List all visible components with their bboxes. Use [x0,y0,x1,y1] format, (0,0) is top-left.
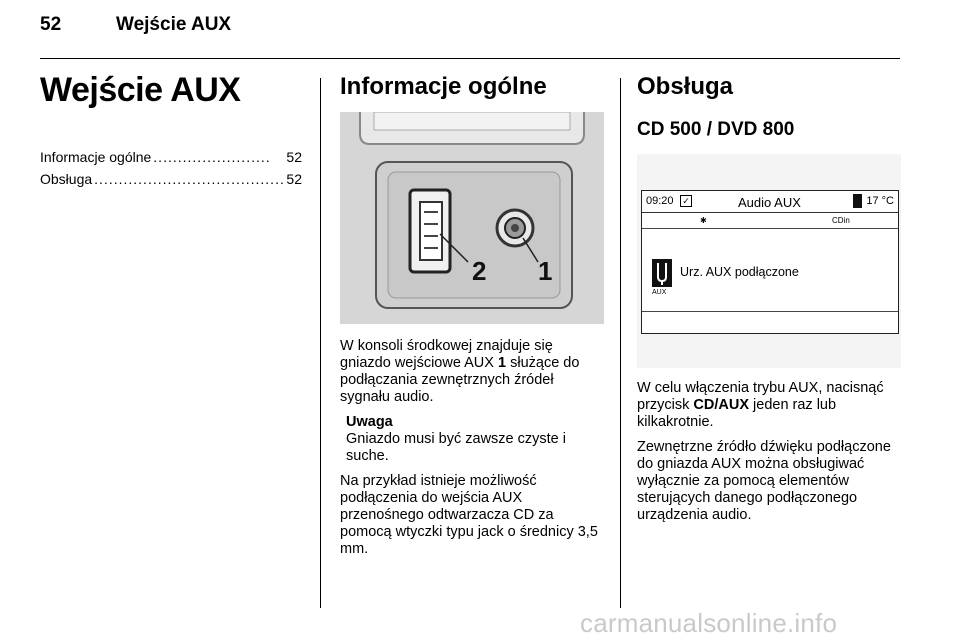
phone-icon [853,194,862,208]
section-title-general: Informacje ogólne [340,73,547,100]
aux-socket-photo [340,112,604,324]
text-run: służące do podłączania zewnętrznych źródeł sygnału audio. [340,355,580,405]
chapter-toc [40,146,302,190]
running-section-title: Wejście AUX [116,14,232,35]
note-text: Gniazdo musi być zawsze czyste i suche. [346,431,566,464]
header-divider [40,58,900,59]
callout-2: 2 [472,256,487,286]
callout-1: 1 [538,256,553,286]
bold-run: 1 [497,355,507,371]
general-paragraph-2: Na przykład istnieje możliwość podłączenia do wejścia AUX przenośnego odtwarzacza CD za pomocą wtyczki typu jack o średnicy 3,5 mm. [340,473,598,557]
general-paragraph-1 [340,338,604,406]
column-general-info [340,70,604,558]
display-clock: 09:20 [646,195,674,207]
section-title-operation: Obsługa [637,73,734,100]
aux-icon-label: AUX [652,289,667,296]
column-divider-right [620,78,621,608]
subsection-title-model: CD 500 / DVD 800 [637,119,795,140]
note-box [346,414,604,465]
aux-plug-icon [652,259,672,287]
toc-entry-page: 52 [286,149,302,165]
text-run: W konsoli środkowej znajduje się gniazdo wejściowe AUX [340,338,553,371]
display-status-bar [642,191,898,213]
bluetooth-icon: ✱ [700,216,707,225]
display-title: Audio AUX [738,195,801,210]
toc-entry-label: Informacje ogólne [40,149,152,165]
chapter-title: Wejście AUX [40,71,241,109]
aux-socket-illustration [340,112,604,324]
toc-leader-dots: ....................................... [94,171,285,187]
display-message: Urz. AUX podłączone [680,265,799,279]
text-run: jeden raz lub kilkakrotnie. [637,397,837,430]
page-number: 52 [40,14,62,35]
toc-entry[interactable] [40,168,302,190]
column-chapter-toc [40,70,302,190]
display-bottom-divider [642,311,898,312]
radio-display-figure [637,154,901,368]
operation-paragraph-2: Zewnętrzne źródło dźwięku podłączone do gniazda AUX można obsługiwać wyłącznie za pomocą elementów sterujących danego podłączonego urządzenia audio. [637,439,891,523]
toc-entry-page: 52 [286,171,302,187]
usb-port [410,190,450,272]
aux-jack [497,210,533,246]
display-temperature: 17 °C [866,195,894,207]
cd-in-indicator: CDin [832,216,850,225]
display-info-bar [642,213,898,229]
bold-run: CD/AUX [693,397,749,413]
text-run: W celu włączenia trybu AUX, nacisnąć przycisk [637,380,884,413]
check-icon: ✓ [680,195,692,207]
column-divider-left [320,78,321,608]
column-operation [637,70,903,524]
toc-entry-label: Obsługa [40,171,93,187]
toc-entry[interactable] [40,146,302,168]
note-heading: Uwaga [346,414,393,430]
toc-leader-dots: ........................ [153,149,271,165]
watermark: carmanualsonline.info [580,608,838,638]
operation-paragraph-1 [637,380,903,431]
radio-display [641,190,899,334]
